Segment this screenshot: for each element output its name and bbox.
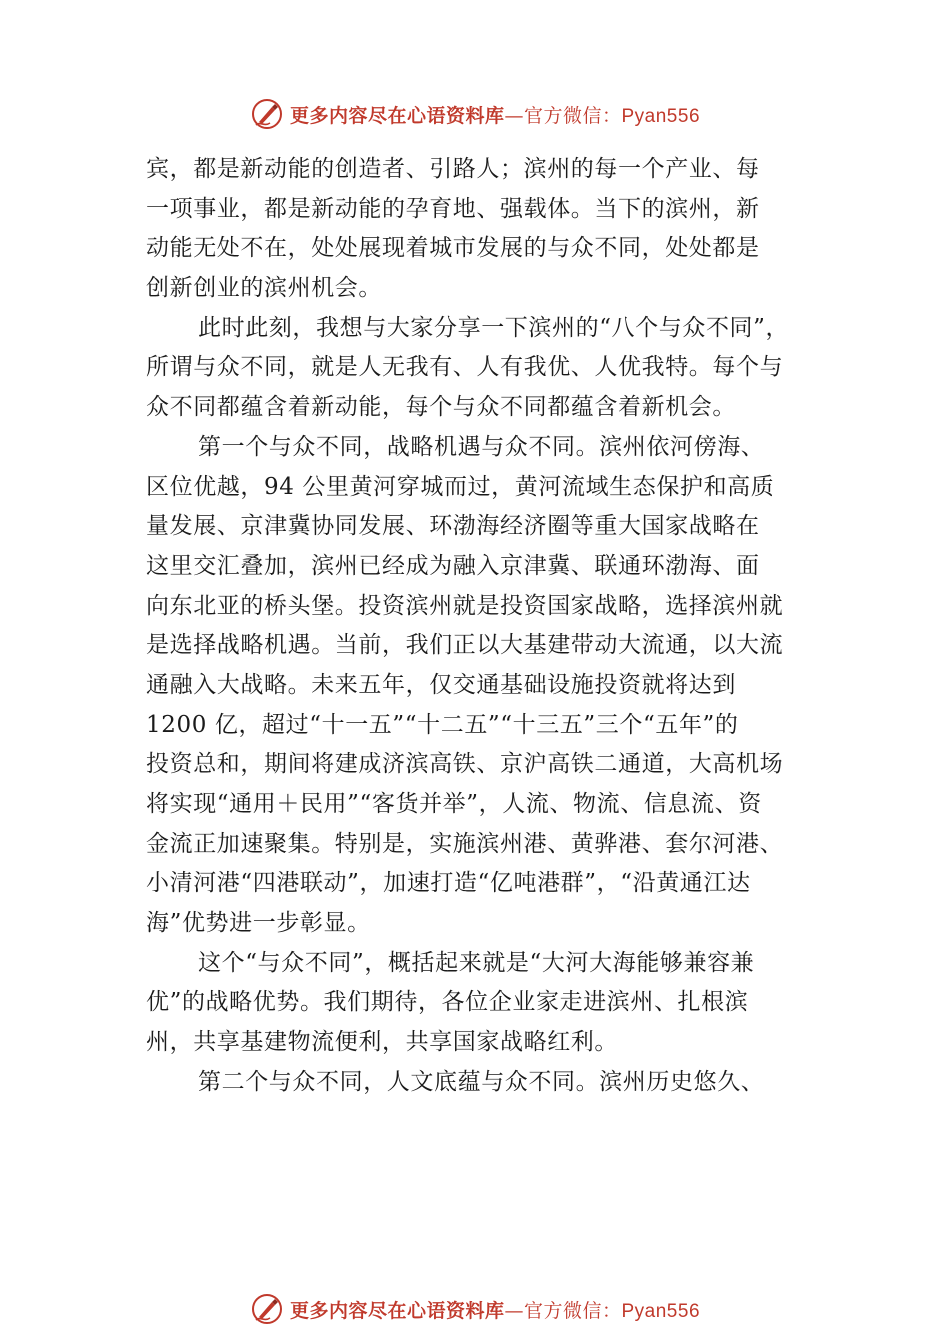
body-line: 一项事业，都是新动能的孕育地、强载体。当下的滨州，新 [146,195,760,222]
pen-logo-icon [250,1292,284,1326]
header-banner-dash: — [504,104,524,127]
body-line: 量发展、京津冀协同发展、环渤海经济圈等重大国家战略在 [146,513,760,540]
footer-banner-main: 更多内容尽在心语资料库 [289,1299,505,1322]
body-line: 是选择战略机遇。当前，我们正以大基建带动大流通，以大流 [146,632,784,659]
body-line: 1200 亿，超过“十一五”“十二五”“十三五”三个“五年”的 [146,711,739,738]
document-body [146,150,836,1103]
footer-banner-text [290,1296,700,1323]
body-line: 宾，都是新动能的创造者、引路人；滨州的每一个产业、每 [146,156,760,182]
body-line: 金流正加速聚集。特别是，实施滨州港、黄骅港、套尔河港、 [146,830,784,857]
body-line: 动能无处不在，处处展现着城市发展的与众不同，处处都是 [146,235,760,262]
header-banner-main: 更多内容尽在心语资料库 [289,104,505,127]
body-line: 通融入大战略。未来五年，仅交通基础设施投资就将达到 [146,671,736,698]
body-line: 这里交汇叠加，滨州已经成为融入京津冀、联通环渤海、面 [146,552,760,579]
body-line: 州，共享基建物流便利，共享国家战略红利。 [146,1029,618,1056]
body-line: 所谓与众不同，就是人无我有、人有我优、人优我特。每个与 [146,354,784,381]
body-line: 第二个与众不同，人文底蕴与众不同。滨州历史悠久、 [198,1068,765,1095]
body-line: 区位优越，94 公里黄河穿城而过，黄河流域生态保护和高质 [146,473,775,500]
footer-banner [0,1289,950,1329]
body-line: 投资总和，期间将建成济滨高铁、京沪高铁二通道，大高机场 [146,751,784,778]
body-line: 创新创业的滨州机会。 [146,275,382,302]
body-line: 优”的战略优势。我们期待，各位企业家走进滨州、扎根滨 [146,989,749,1016]
body-line: 众不同都蕴含着新动能，每个与众不同都蕴含着新机会。 [146,394,736,421]
body-line: 小清河港“四港联动”，加速打造“亿吨港群”，“沿黄通江达 [146,870,751,897]
footer-banner-label: 官方微信： [523,1299,622,1322]
body-line: 向东北亚的桥头堡。投资滨州就是投资国家战略，选择滨州就 [146,592,784,619]
footer-banner-wechat-id: Pyan556 [621,1300,701,1322]
header-banner-wechat-id: Pyan556 [621,105,701,127]
body-line: 这个“与众不同”，概括起来就是“大河大海能够兼容兼 [198,949,755,976]
footer-banner-dash: — [504,1299,524,1322]
body-line: 第一个与众不同，战略机遇与众不同。滨州依河傍海、 [198,433,765,460]
body-line: 将实现“通用＋民用”“客货并举”，人流、物流、信息流、资 [146,791,762,817]
body-line: 此时此刻，我想与大家分享一下滨州的“八个与众不同”， [198,314,790,341]
body-line: 海”优势进一步彰显。 [146,910,371,937]
header-banner-text [290,101,700,128]
header-banner [0,94,950,134]
header-banner-label: 官方微信： [523,104,622,127]
pen-logo-icon [250,97,284,131]
